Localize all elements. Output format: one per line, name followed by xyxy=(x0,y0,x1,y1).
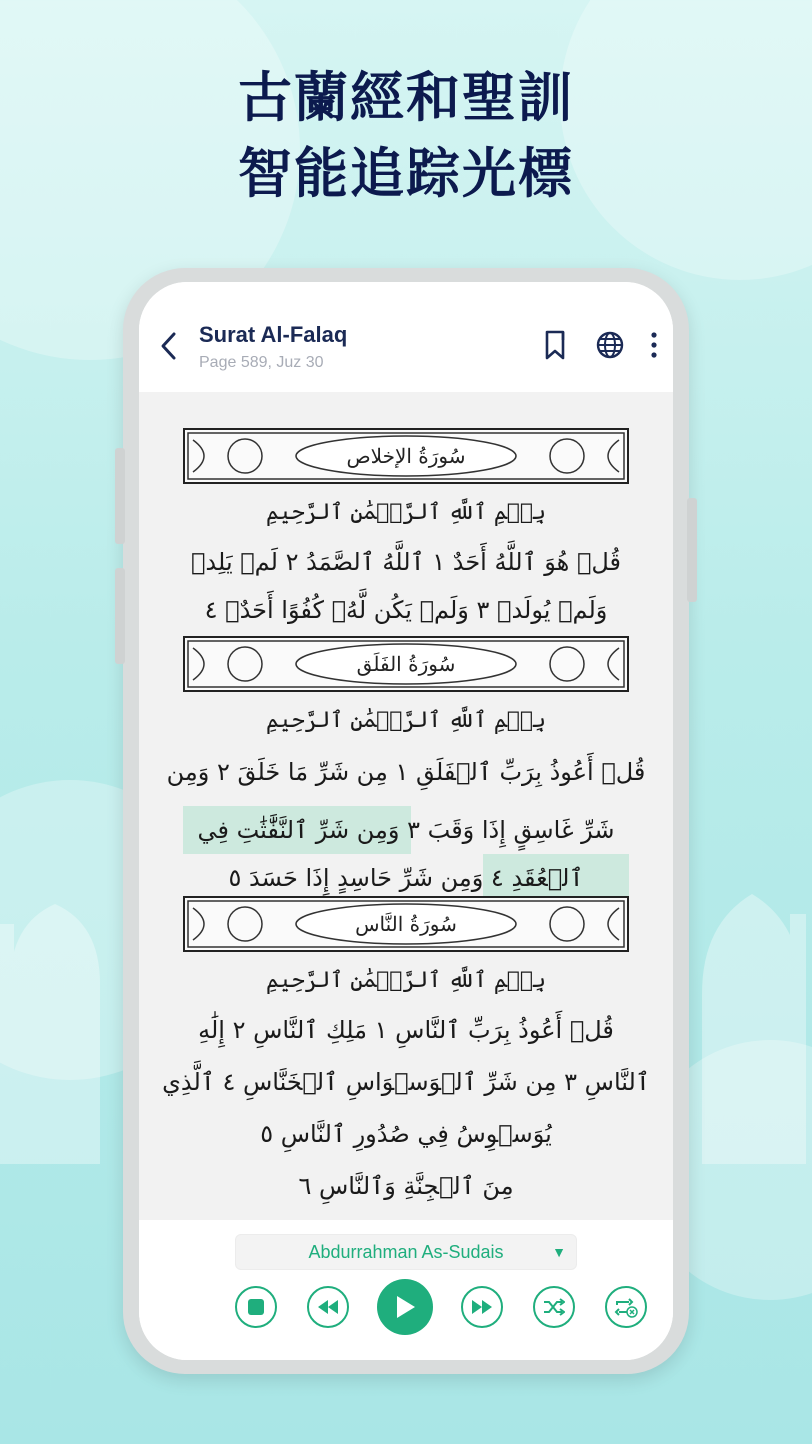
ayah-line[interactable]: ٱلنَّاسِ ٣ مِن شَرِّ ٱلۡوَسۡوَاسِ ٱلۡخَنَّاسِ ٤ ٱلَّذِي xyxy=(162,1068,650,1096)
ayah-line[interactable]: شَرِّ غَاسِقٍ إِذَا وَقَبَ ٣ وَمِن شَرِّ ٱلنَّفَّٰثَٰتِ فِي xyxy=(197,816,615,844)
basmala: بِسۡمِ ٱللَّهِ ٱلرَّحۡمَٰنِ ٱلرَّحِيمِ xyxy=(265,967,547,993)
rewind-icon xyxy=(317,1299,339,1315)
back-arrow-icon[interactable] xyxy=(157,330,181,362)
surah-banner xyxy=(183,636,629,692)
promo-headline xyxy=(0,60,812,212)
ayah-line[interactable]: وَلَمۡ يُولَدۡ ٣ وَلَمۡ يَكُن لَّهُۥ كُفُوًا أَحَدٌۢ ٤ xyxy=(204,596,608,624)
play-button[interactable] xyxy=(377,1279,433,1335)
phone-button xyxy=(687,498,697,602)
basmala: بِسۡمِ ٱللَّهِ ٱلرَّحۡمَٰنِ ٱلرَّحِيمِ xyxy=(265,499,547,525)
shuffle-icon xyxy=(543,1298,565,1316)
mosque-silhouette-right xyxy=(692,864,812,1164)
phone-screen xyxy=(139,282,673,1360)
ayah-line[interactable]: قُلۡ أَعُوذُ بِرَبِّ ٱلنَّاسِ ١ مَلِكِ ٱلنَّاسِ ٢ إِلَٰهِ xyxy=(198,1016,614,1044)
more-vert-icon[interactable] xyxy=(639,328,669,362)
page-juz-subtitle: Page 589, Juz 30 xyxy=(199,354,324,371)
surah-banner xyxy=(183,896,629,952)
surah-name-ikhlas: سُورَةُ الإخلاص xyxy=(346,444,466,468)
repeat-off-icon xyxy=(614,1296,638,1318)
stop-button[interactable] xyxy=(235,1286,277,1328)
app-bar xyxy=(139,282,673,392)
audio-player xyxy=(139,1220,673,1360)
fast-forward-icon xyxy=(471,1299,493,1315)
headline-line-1: 古蘭經和聖訓 xyxy=(238,66,574,129)
surah-name-nas: سُورَةُ النَّاس xyxy=(355,912,457,936)
surah-name-falaq: سُورَةُ الفَلَق xyxy=(356,652,456,676)
phone-button xyxy=(115,448,125,544)
surah-title: Surat Al-Falaq xyxy=(199,322,348,347)
mosque-silhouette-left xyxy=(0,864,110,1164)
shuffle-button[interactable] xyxy=(533,1286,575,1328)
reciter-dropdown[interactable] xyxy=(235,1234,577,1270)
globe-icon[interactable] xyxy=(595,328,625,362)
ayah-line[interactable]: قُلۡ أَعُوذُ بِرَبِّ ٱلۡفَلَقِ ١ مِن شَرِّ مَا خَلَقَ ٢ وَمِن xyxy=(166,758,646,786)
play-icon xyxy=(393,1294,417,1320)
chevron-down-icon: ▼ xyxy=(552,1244,566,1260)
phone-frame xyxy=(123,268,689,1374)
ayah-line[interactable]: ٱلۡعُقَدِ ٤ وَمِن شَرِّ حَاسِدٍ إِذَا حَسَدَ ٥ xyxy=(228,864,584,892)
headline-line-2: 智能追踪光標 xyxy=(238,142,574,205)
rewind-button[interactable] xyxy=(307,1286,349,1328)
title-block xyxy=(199,322,347,372)
surah-banner xyxy=(183,428,629,484)
ayah-line[interactable]: قُلۡ هُوَ ٱللَّهُ أَحَدٌ ١ ٱللَّهُ ٱلصَّمَدُ ٢ لَمۡ يَلِدۡ xyxy=(191,548,622,576)
basmala: بِسۡمِ ٱللَّهِ ٱلرَّحۡمَٰنِ ٱلرَّحِيمِ xyxy=(265,707,547,733)
phone-button xyxy=(115,568,125,664)
fast-forward-button[interactable] xyxy=(461,1286,503,1328)
stop-icon xyxy=(247,1298,265,1316)
repeat-button[interactable] xyxy=(605,1286,647,1328)
ayah-line[interactable]: مِنَ ٱلۡجِنَّةِ وَٱلنَّاسِ ٦ xyxy=(298,1172,514,1200)
reciter-name: Abdurrahman As-Sudais xyxy=(308,1241,504,1262)
ayah-line[interactable]: يُوَسۡوِسُ فِي صُدُورِ ٱلنَّاسِ ٥ xyxy=(260,1120,552,1148)
mushaf-page[interactable] xyxy=(139,392,673,1220)
bookmark-icon[interactable] xyxy=(541,328,571,362)
